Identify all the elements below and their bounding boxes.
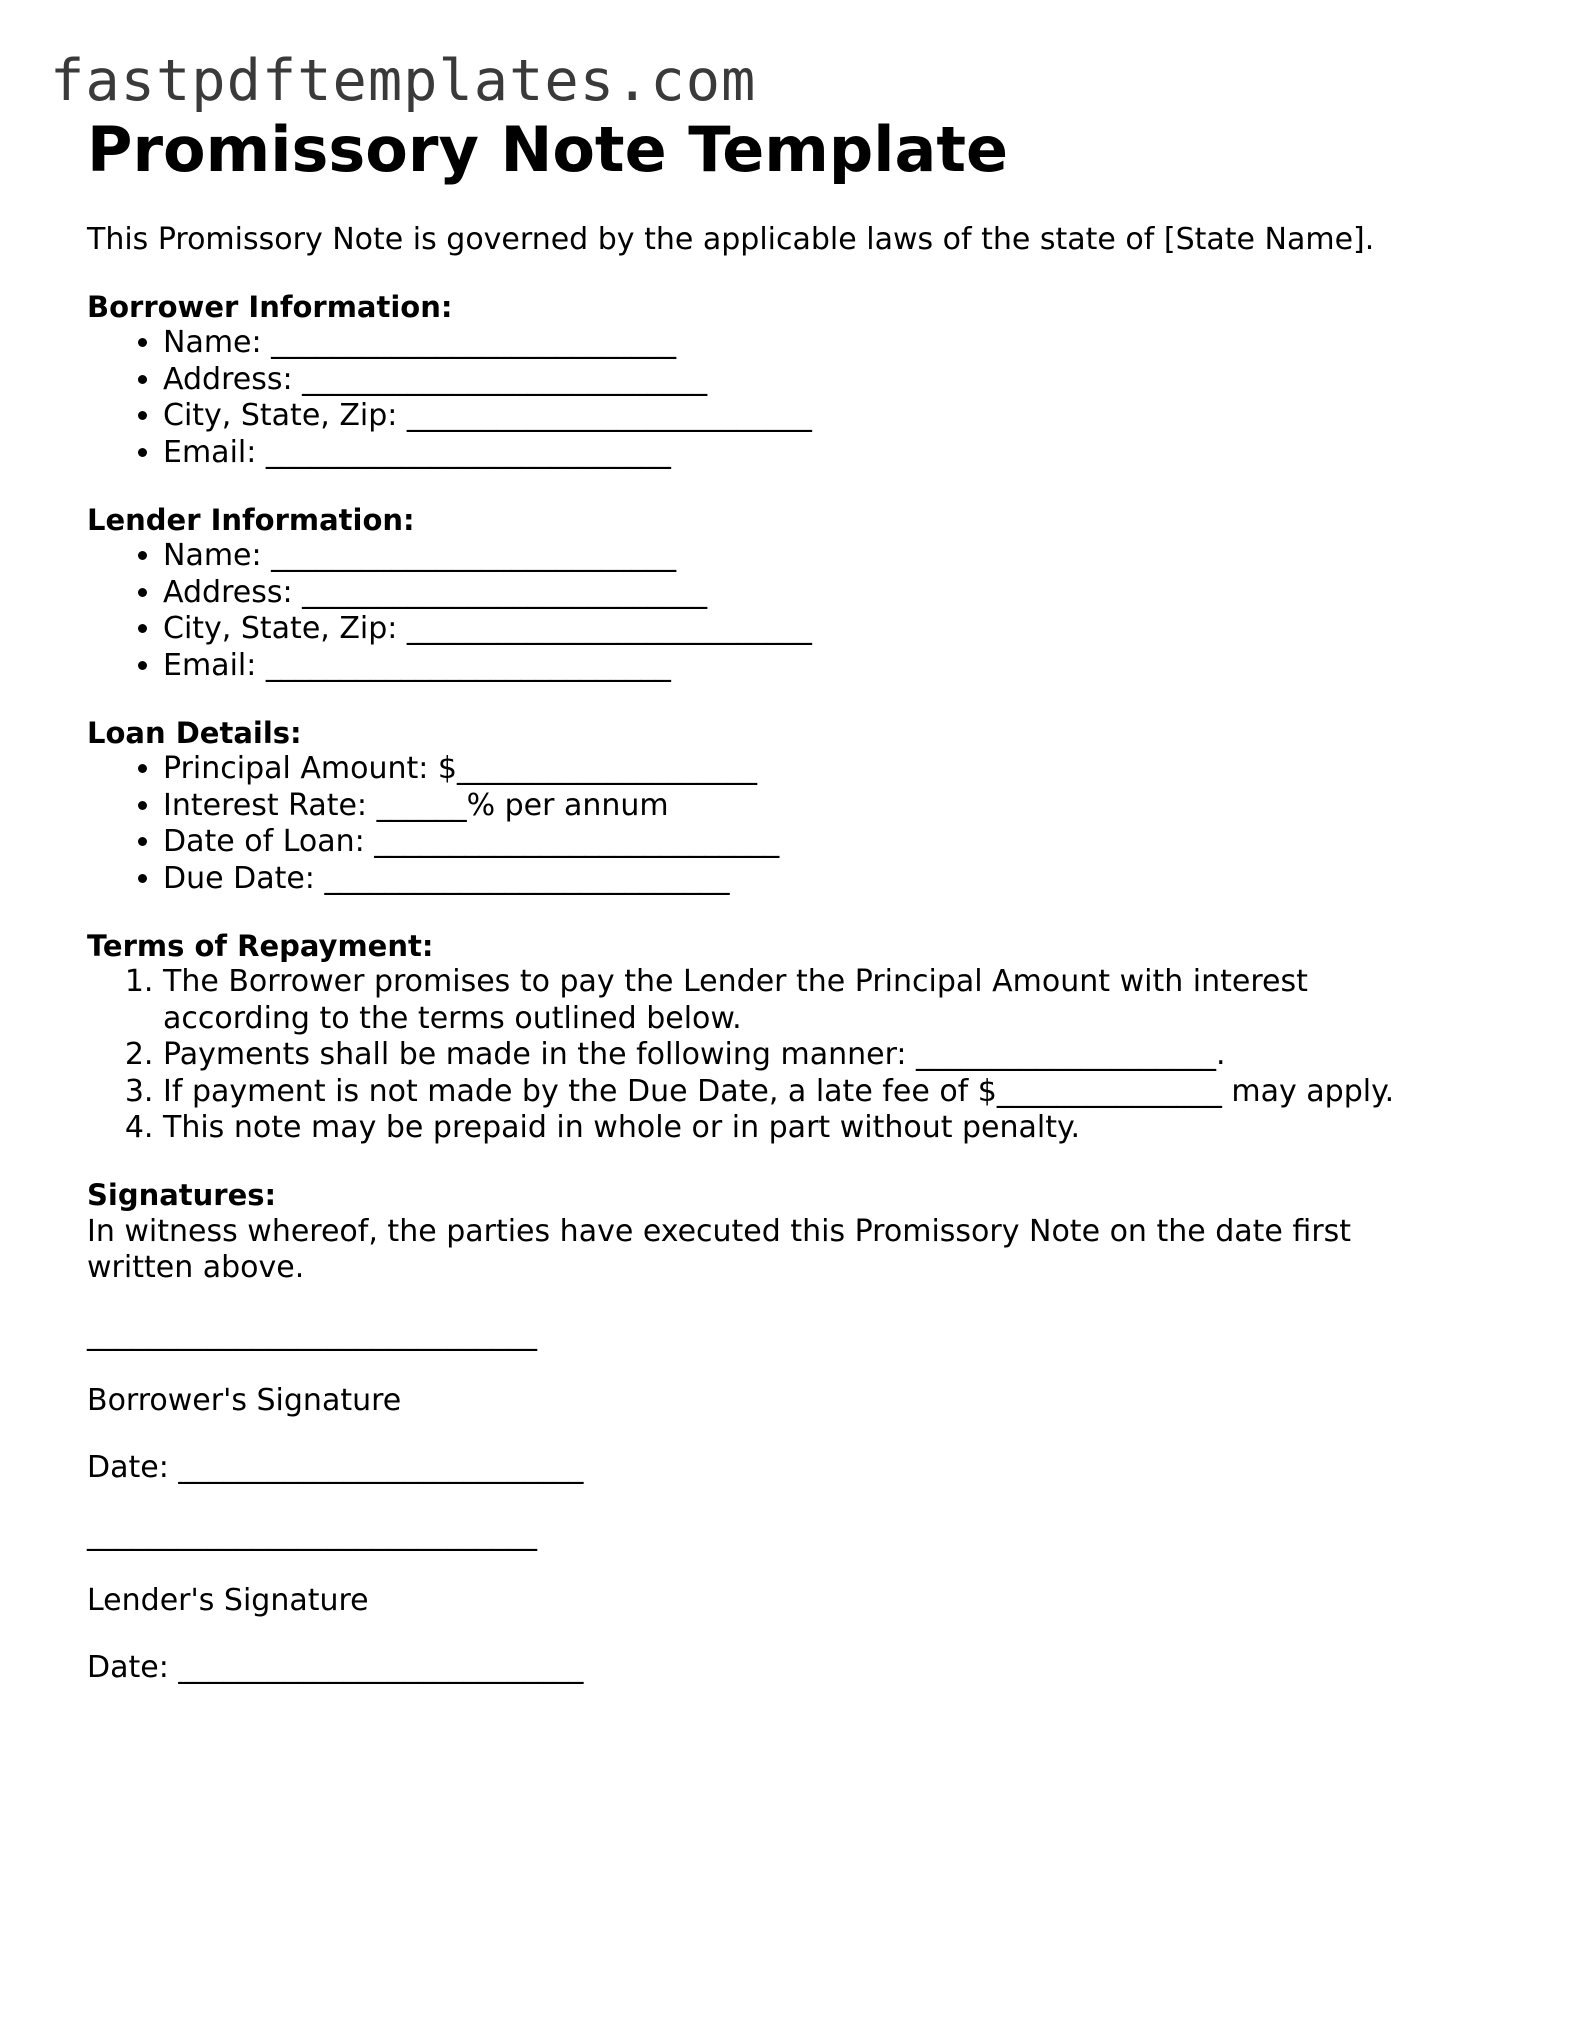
terms-list [87, 964, 1487, 1147]
lender-signature-line[interactable]: ______________________________ [87, 1516, 537, 1552]
term-item: 4. This note may be prepaid in whole or in part without penalty. [163, 1110, 1487, 1147]
lender-email-field[interactable]: • Email: ___________________________ [163, 648, 1487, 685]
term-item[interactable]: 3. If payment is not made by the Due Date, a late fee of $_______________ may apply. [163, 1074, 1487, 1111]
document-body [87, 222, 1487, 1716]
term-item: 1. The Borrower promises to pay the Lender the Principal Amount with interest according to the terms outlined below. [163, 964, 1443, 1037]
witness-paragraph: In witness whereof, the parties have executed this Promissory Note on the date first written above. [87, 1213, 1352, 1286]
lender-city-state-zip-field[interactable]: • City, State, Zip: ___________________________ [163, 611, 1487, 648]
loan-details-fields [87, 751, 1487, 897]
borrower-name-field[interactable]: • Name: ___________________________ [163, 325, 1487, 362]
borrower-date-field[interactable]: Date: ___________________________ [87, 1450, 584, 1486]
lender-date-field[interactable]: Date: ___________________________ [87, 1649, 584, 1685]
borrower-email-field[interactable]: • Email: ___________________________ [163, 435, 1487, 472]
terms-heading: Terms of Repayment: [87, 928, 434, 963]
watermark: fastpdftemplates.com [50, 48, 757, 114]
borrower-city-state-zip-field[interactable]: • City, State, Zip: ___________________________ [163, 398, 1487, 435]
intro-paragraph: This Promissory Note is governed by the applicable laws of the state of [State Name]. [87, 222, 1375, 257]
borrower-signature-line[interactable]: ______________________________ [87, 1316, 537, 1352]
lender-address-field[interactable]: • Address: ___________________________ [163, 575, 1487, 612]
lender-fields [87, 538, 1487, 684]
page-title: Promissory Note Template [87, 113, 1009, 186]
borrower-address-field[interactable]: • Address: ___________________________ [163, 362, 1487, 399]
lender-heading: Lender Information: [87, 502, 415, 537]
due-date-field[interactable]: • Due Date: ___________________________ [163, 861, 1487, 898]
lender-signature-label: Lender's Signature [87, 1583, 369, 1619]
signatures-heading: Signatures: [87, 1178, 277, 1213]
date-of-loan-field[interactable]: • Date of Loan: ___________________________ [163, 824, 1487, 861]
interest-rate-field[interactable]: • Interest Rate: ______% per annum [163, 788, 1487, 825]
borrower-fields [87, 325, 1487, 471]
loan-details-heading: Loan Details: [87, 715, 302, 750]
principal-amount-field[interactable]: • Principal Amount: $____________________ [163, 751, 1487, 788]
borrower-heading: Borrower Information: [87, 289, 453, 324]
borrower-signature-label: Borrower's Signature [87, 1383, 402, 1419]
lender-name-field[interactable]: • Name: ___________________________ [163, 538, 1487, 575]
term-item[interactable]: 2. Payments shall be made in the following manner: ____________________. [163, 1037, 1487, 1074]
